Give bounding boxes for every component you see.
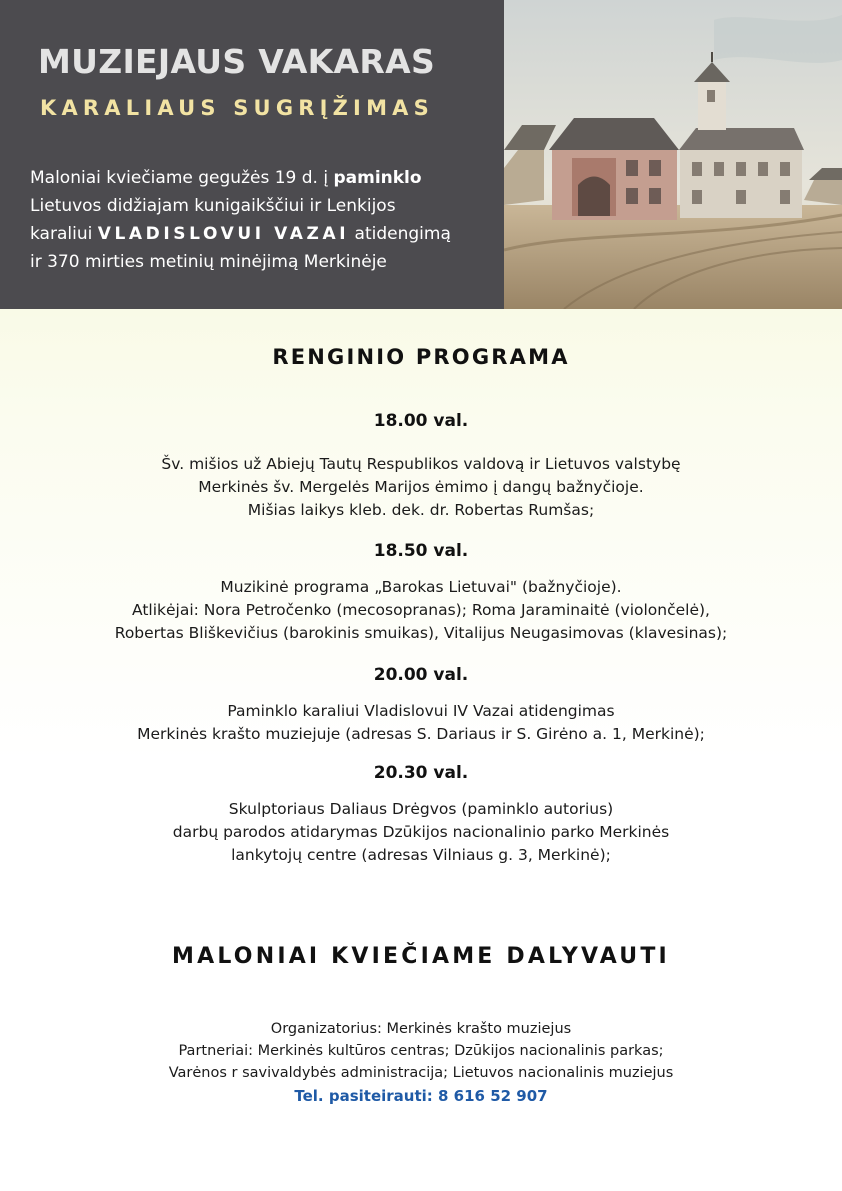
invite-line-3: karaliui VLADISLOVUI VAZAI atidengimą xyxy=(30,224,451,244)
event-description: Skulptoriaus Daliaus Drėgvos (paminklo autorius) darbų parodos atidarymas Dzūkijos nacionalinio parko Merkinės lankytojų centre (adresas Vilniaus g. 3, Merkinė); xyxy=(172,800,670,864)
event-description: Šv. mišios už Abiejų Tautų Respublikos valdovą ir Lietuvos valstybę Merkinės šv. Mergelės Marijos ėmimo į dangų bažnyčioje. Mišias laikys kleb. dek. dr. Robertas Rumšas; xyxy=(161,455,681,519)
town-painting-image xyxy=(504,0,842,309)
invite-line-2: Lietuvos didžiajam kunigaikščiui ir Lenkijos xyxy=(30,196,396,216)
page-subtitle: KARALIAUS SUGRĮŽIMAS xyxy=(40,96,434,120)
king-name: VLADISLOVUI VAZAI xyxy=(97,224,350,244)
event-time: 18.50 val. xyxy=(373,541,469,561)
contact-phone: Tel. pasiteirauti: 8 616 52 907 xyxy=(294,1087,548,1105)
organizers-info: Organizatorius: Merkinės krašto muziejus Partneriai: Merkinės kultūros centras; Dzūkijos nacionalinis parkas; Varėnos r savivaldybės administracija; Lietuvos nacionalinis muziejus xyxy=(168,1021,674,1081)
event-time: 18.00 val. xyxy=(373,411,469,431)
invite-line-1: Maloniai kviečiame gegužės 19 d. į paminklo xyxy=(30,168,422,188)
invite-line-4: ir 370 mirties metinių minėjimą Merkinėje xyxy=(30,252,387,272)
event-time: 20.30 val. xyxy=(373,763,469,783)
event-description: Paminklo karaliui Vladislovui IV Vazai atidengimas Merkinės krašto muziejuje (adresas S. Dariaus ir S. Girėno a. 1, Merkinė); xyxy=(137,702,705,743)
invitation-text xyxy=(30,164,500,276)
page-title: MUZIEJAUS VAKARAS xyxy=(38,42,436,81)
header-panel xyxy=(0,0,504,309)
event-time: 20.00 val. xyxy=(373,665,469,685)
event-description: Muzikinė programa „Barokas Lietuvai" (bažnyčioje). Atlikėjai: Nora Petročenko (mecosopranas); Roma Jaraminaitė (violončelė), Robertas Bliškevičius (barokinis smuikas), Vitalijus Neugasimovas (klavesinas); xyxy=(114,578,728,642)
closing-invitation: MALONIAI KVIEČIAME DALYVAUTI xyxy=(172,944,670,969)
program-heading: RENGINIO PROGRAMA xyxy=(272,345,570,369)
